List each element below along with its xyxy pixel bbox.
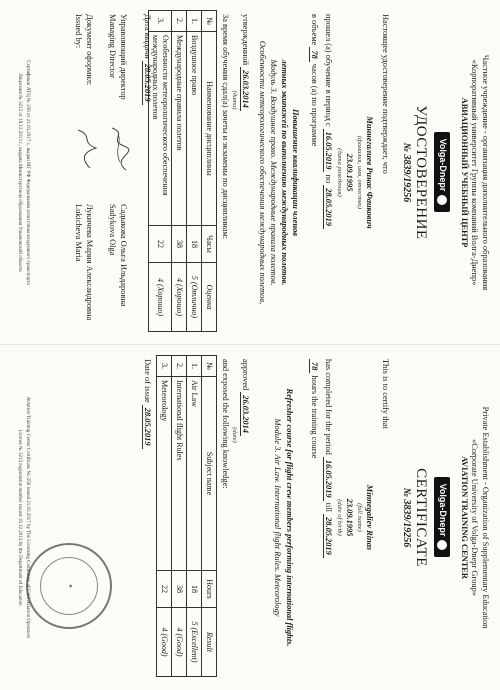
hours-line: [309, 359, 320, 676]
table-row: [187, 356, 202, 677]
issuer-name: [73, 204, 94, 320]
hours-value: 78: [309, 359, 319, 373]
row-no: 1.: [187, 356, 202, 377]
row-no: 3.: [157, 356, 172, 377]
issue-label: Дата выдачи: [143, 14, 152, 59]
col-header-hours: Часы: [202, 226, 217, 263]
hours-line: [309, 14, 320, 331]
director-role-en: Managing Director: [108, 14, 118, 78]
hours-suffix: часов (а) по программе: [310, 63, 319, 147]
table-header-row: [202, 11, 217, 332]
doc-title: CERTIFICATE: [413, 468, 429, 567]
issuer-name-en: Lukicheva Maria: [74, 204, 84, 262]
birth-caption: (date of birth): [336, 499, 343, 536]
volga-dnepr-logo: [434, 132, 450, 212]
footnote-1-ru: Сертификат АТЦ № 256 от 21.03.2017 г., выдан МГ РФ Федеральным агентством воздушного транспорта: [25, 60, 30, 285]
approved-caption: (дата): [231, 90, 238, 110]
issue-label: Date of issue: [143, 359, 152, 403]
issue-line-ru: [142, 14, 153, 331]
row-no: 2.: [172, 11, 187, 32]
col-header-result: Оценка: [202, 263, 217, 332]
birth-caption: (дата рождения): [336, 148, 343, 197]
org-header-ru: [459, 20, 491, 325]
issuer-role: [73, 14, 94, 85]
row-result: 4 (Хорошо): [172, 263, 187, 332]
period-to: 28.05.2019: [323, 185, 333, 229]
row-no: 1.: [187, 11, 202, 32]
period-line: [323, 359, 334, 676]
footnote-1-en: Aviation Training Center Certificate No 256 issued 21.03.2017 by The Licensing Committee of Civil Aviation Operators: [25, 396, 30, 639]
approved-prefix: утвержденной: [241, 14, 250, 66]
row-hours: 38: [172, 571, 187, 608]
col-header-no: №: [202, 11, 217, 32]
name-caption: (фамилия, имя, отчество): [356, 135, 363, 210]
birth-date: 23.09.1995: [345, 153, 354, 192]
table-row: [172, 356, 187, 677]
org-line-1: Частное учреждение - организация дополнительного образования: [481, 54, 490, 291]
row-result: 5 (Отлично): [187, 263, 202, 332]
row-no: 2.: [172, 356, 187, 377]
row-result: 4 (Good): [172, 608, 187, 677]
org-header-en: [459, 365, 491, 670]
row-subject: Особенности метеорологического обеспечения международных полетов: [149, 32, 172, 226]
row-subject: Воздушное право: [187, 32, 202, 226]
issuer-name-ru: Лукичева Мария Александровна: [85, 204, 94, 321]
director-role: [107, 14, 128, 100]
confirm-text: Настоящее удостоверение подтверждает, что: [381, 14, 390, 174]
row-hours: 22: [149, 226, 172, 263]
row-result: 5 (Excellent): [187, 608, 202, 677]
holder-name: Миннегалиев Ринас Фаикович: [365, 116, 374, 229]
approved-date: 26.03.2014: [240, 392, 250, 436]
course-line-1: Повышение квалификации членов: [291, 108, 300, 237]
doc-title: УДОСТОВЕРЕНИЕ: [413, 105, 429, 240]
period-from: 16.05.2019: [323, 129, 333, 173]
row-hours: 18: [187, 571, 202, 608]
row-subject: Международные правила полетов: [172, 32, 187, 226]
approved-caption: (date): [231, 427, 238, 443]
doc-number: № 3839/19256: [401, 487, 412, 548]
table-header-row: [202, 356, 217, 677]
row-subject: Meteorology: [157, 377, 172, 571]
issuer-role-en: Issued by:: [74, 14, 84, 49]
footnote-2-ru: Лицензия № 3212 от 19.12.2013 г., выдана Министерством образования Ульяновской области: [17, 73, 22, 272]
row-subject: International flight Rules: [172, 377, 187, 571]
approved-line: [240, 14, 251, 331]
hours-prefix: в объеме: [310, 14, 319, 46]
issue-date: 28.05.2019: [142, 61, 152, 105]
period-to-word: till: [324, 502, 333, 513]
table-row: [172, 11, 187, 332]
issuer-signature: [74, 124, 100, 174]
course-line-2: Module 3. Air Law. International flight Rules. Meteorology: [273, 418, 282, 617]
english-half: [0, 345, 500, 690]
course-line-1: Refresher course for flight crew members performing international flights.: [285, 388, 294, 647]
director-name: [107, 204, 128, 307]
director-role-ru: Управляющий директор: [119, 14, 128, 100]
director-signature: [106, 124, 132, 174]
issuer-role-ru: Документ оформил:: [85, 14, 94, 86]
exam-text: and exposed the following knowledge:: [221, 359, 230, 489]
logo-emblem-icon: [437, 195, 447, 205]
course-line-3: Модуль 3. Воздушное право. Международные правила полетов.: [269, 59, 278, 286]
org-line-3: AVIATION TRAINING CENTER: [460, 456, 469, 579]
table-row: [157, 356, 172, 677]
period-to-word: по: [324, 174, 333, 184]
stamp-emblem-icon: ★: [40, 557, 98, 615]
footnote-2-en: License № 3212 registration number issued 19.12.2013 by the Department of Education: [17, 429, 22, 606]
approved-prefix: approved: [241, 359, 250, 391]
birth-date: 23.09.1995: [345, 498, 354, 537]
col-header-hours: Hours: [202, 571, 217, 608]
row-hours: 18: [187, 226, 202, 263]
col-header-result: Result: [202, 608, 217, 677]
org-line-3: АВИАЦИОННЫЙ УЧЕБНЫЙ ЦЕНТР: [460, 97, 469, 248]
course-line-4: Особенности метеорологического обеспечения международных полетов,: [258, 40, 267, 305]
period-from: 16.05.2019: [323, 457, 333, 501]
col-header-no: №: [202, 356, 217, 377]
period-prefix: has completed for the period: [324, 359, 333, 455]
confirm-text: This is to certify that: [381, 359, 390, 429]
approved-date: 26.03.2014: [240, 67, 250, 111]
approved-line: [240, 359, 251, 676]
logo-text: Volga-Dnepr: [437, 483, 448, 537]
col-header-subject: Наименование дисциплины: [202, 32, 217, 226]
hours-value: 78: [309, 47, 319, 61]
volga-dnepr-logo: [434, 477, 450, 557]
holder-name: Minnegaliev Rinas: [365, 484, 374, 551]
row-no: 3.: [149, 11, 172, 32]
exam-text: За время обучения сдал(а) зачеты и экзамены по дисциплинам:: [221, 14, 230, 240]
subjects-table-en: [156, 355, 217, 677]
period-prefix: прошел (а) обучение в период с: [324, 14, 333, 127]
table-row: [187, 11, 202, 332]
subjects-table-ru: [148, 10, 217, 332]
issue-line-en: [142, 359, 153, 676]
name-caption: (full name): [356, 503, 363, 532]
logo-text: Volga-Dnepr: [437, 138, 448, 192]
official-stamp: [26, 543, 112, 629]
director-name-ru: Садыкова Ольга Ильдаровна: [119, 204, 128, 307]
col-header-subject: Subject name: [202, 377, 217, 571]
issue-date: 28.05.2019: [142, 405, 152, 449]
row-hours: 22: [157, 571, 172, 608]
org-line-2: «Corporate University of Volga-Dnepr Group»: [470, 439, 480, 596]
period-to: 28.05.2019: [323, 514, 333, 558]
row-result: 4 (Good): [157, 608, 172, 677]
logo-emblem-icon: [437, 540, 447, 550]
period-line: [323, 14, 334, 331]
course-line-2: летных экипажей по выполнению международных полетов.: [280, 59, 289, 286]
hours-suffix: hours the training course: [310, 375, 319, 459]
doc-number: № 3839/19256: [401, 142, 412, 203]
org-line-2: «Корпоративный университет Группы компаний Волга-Днепр»: [470, 59, 480, 286]
row-hours: 38: [172, 226, 187, 263]
director-name-en: Sadykova Olga: [108, 204, 118, 256]
row-subject: Air Law: [187, 377, 202, 571]
row-result: 4 (Хорошо): [149, 263, 172, 332]
org-line-1: Private Establishment - Organization of Supplementary Education: [481, 406, 490, 629]
